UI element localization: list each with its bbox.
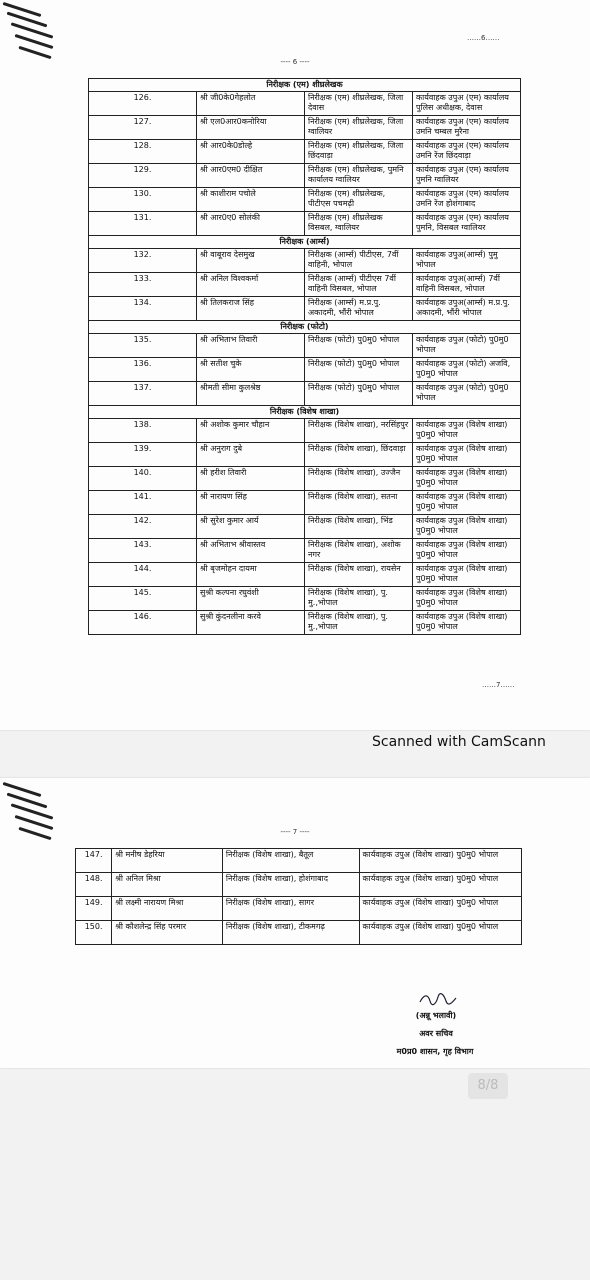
table-row bbox=[76, 921, 522, 945]
serial-number: 133. bbox=[89, 273, 197, 297]
serial-number: 150. bbox=[76, 921, 112, 945]
signatory-designation: अवर सचिव bbox=[419, 1029, 453, 1038]
current-posting: निरीक्षक (फोटो) पु0मु0 भोपाल bbox=[305, 334, 413, 358]
new-posting: कार्यवाहक उपुअ (विशेष शाखा) पु0मु0 भोपाल bbox=[413, 443, 521, 467]
table-row bbox=[89, 116, 521, 140]
officer-name: श्री एल0आर0कनोरिया bbox=[197, 116, 305, 140]
officer-name: श्री आर0के0डोल्हे bbox=[197, 140, 305, 164]
section-header bbox=[89, 321, 521, 334]
officer-name: श्री कौशलेन्द्र सिंह परमार bbox=[112, 921, 223, 945]
officer-name: सुश्री कुंदनलीना करवे bbox=[197, 611, 305, 635]
table-row bbox=[89, 273, 521, 297]
serial-number: 129. bbox=[89, 164, 197, 188]
table-row bbox=[89, 92, 521, 116]
table-row bbox=[89, 515, 521, 539]
officer-name: श्री अनिल मिश्रा bbox=[112, 873, 223, 897]
serial-number: 144. bbox=[89, 563, 197, 587]
current-posting: निरीक्षक (विशेष शाखा), भिंड bbox=[305, 515, 413, 539]
new-posting: कार्यवाहक उपुअ(आर्म्स) पुमु भोपाल bbox=[413, 249, 521, 273]
current-posting: निरीक्षक (एम) शीघ्रलेखक, जिला देवास bbox=[305, 92, 413, 116]
new-posting: कार्यवाहक उपुअ(आर्म्स) म.प्र.पु. अकादमी, भौंरी भोपाल bbox=[413, 297, 521, 321]
new-posting: कार्यवाहक उपुअ (विशेष शाखा) पु0मु0 भोपाल bbox=[413, 467, 521, 491]
serial-number: 126. bbox=[89, 92, 197, 116]
new-posting: कार्यवाहक उपुअ (विशेष शाखा) पु0मु0 भोपाल bbox=[413, 563, 521, 587]
section-title: निरीक्षक (एम) शीघ्रलेखक bbox=[89, 79, 521, 92]
current-posting: निरीक्षक (एम) शीघ्रलेखक, पुमनि कार्यालय ग्वालियर bbox=[305, 164, 413, 188]
new-posting: कार्यवाहक उपुअ (विशेष शाखा) पु0मु0 भोपाल bbox=[359, 873, 521, 897]
table-row bbox=[89, 164, 521, 188]
new-posting: कार्यवाहक उपुअ (फोटो) पु0मु0 भोपाल bbox=[413, 334, 521, 358]
table-row bbox=[76, 873, 522, 897]
officer-name: श्री सुरेश कुमार आर्य bbox=[197, 515, 305, 539]
current-posting: निरीक्षक (विशेष शाखा), पु. मु.,भोपाल bbox=[305, 611, 413, 635]
section-title: निरीक्षक (विशेष शाखा) bbox=[89, 406, 521, 419]
new-posting: कार्यवाहक उपुअ (विशेष शाखा) पु0मु0 भोपाल bbox=[413, 515, 521, 539]
new-posting: कार्यवाहक उपुअ (एम) कार्यालय पुमनि ग्वालियर bbox=[413, 164, 521, 188]
new-posting: कार्यवाहक उपुअ (एम) कार्यालय पुलिस अधीक्षक, देवास bbox=[413, 92, 521, 116]
page-indicator: 8/8 bbox=[468, 1073, 508, 1099]
serial-number: 148. bbox=[76, 873, 112, 897]
officer-name: श्री अशोक कुमार चौहान bbox=[197, 419, 305, 443]
officer-name: श्री हरीश तिवारी bbox=[197, 467, 305, 491]
new-posting: कार्यवाहक उपुअ (एम) कार्यालय पुमनि, विसबल ग्वालियर bbox=[413, 212, 521, 236]
officer-name: श्री लक्ष्मी नारायण मिश्रा bbox=[112, 897, 223, 921]
officer-name: श्री अभिताभ श्रीवास्तव bbox=[197, 539, 305, 563]
current-posting: निरीक्षक (विशेष शाखा), सागर bbox=[222, 897, 359, 921]
corner-page-number: ……6…… bbox=[467, 34, 500, 42]
table-row bbox=[89, 382, 521, 406]
officer-name: श्री सतीश चुके bbox=[197, 358, 305, 382]
current-posting: निरीक्षक (विशेष शाखा), उज्जैन bbox=[305, 467, 413, 491]
serial-number: 140. bbox=[89, 467, 197, 491]
table-row bbox=[89, 249, 521, 273]
serial-number: 132. bbox=[89, 249, 197, 273]
table-row bbox=[89, 611, 521, 635]
current-posting: निरीक्षक (विशेष शाखा), रायसेन bbox=[305, 563, 413, 587]
current-posting: निरीक्षक (विशेष शाखा), पु. मु.,भोपाल bbox=[305, 587, 413, 611]
current-posting: निरीक्षक (विशेष शाखा), टीकमगढ़ bbox=[222, 921, 359, 945]
table-row bbox=[89, 140, 521, 164]
table-row bbox=[89, 334, 521, 358]
officer-name: श्री जी0के0गेहलोत bbox=[197, 92, 305, 116]
new-posting: कार्यवाहक उपुअ (विशेष शाखा) पु0मु0 भोपाल bbox=[359, 849, 521, 873]
table-row bbox=[89, 563, 521, 587]
serial-number: 146. bbox=[89, 611, 197, 635]
officer-name: श्री मनीष डेहरिया bbox=[112, 849, 223, 873]
section-header bbox=[89, 236, 521, 249]
transfer-table-page-6 bbox=[88, 78, 521, 635]
new-posting: कार्यवाहक उपुअ (एम) कार्यालय उमनि रेंज होशंगाबाद bbox=[413, 188, 521, 212]
signatory-name: (अन्नू भलावी) bbox=[415, 1011, 457, 1020]
current-posting: निरीक्षक (एम) शीघ्रलेखक, जिला छिंदवाड़ा bbox=[305, 140, 413, 164]
table-row bbox=[89, 212, 521, 236]
serial-number: 135. bbox=[89, 334, 197, 358]
officer-name: श्री बृजमोहन दायमा bbox=[197, 563, 305, 587]
current-posting: निरीक्षक (एम) शीघ्रलेखक, पीटीएस पचमढ़ी bbox=[305, 188, 413, 212]
new-posting: कार्यवाहक उपुअ (विशेष शाखा) पु0मु0 भोपाल bbox=[413, 491, 521, 515]
current-posting: निरीक्षक (विशेष शाखा), छिंदवाड़ा bbox=[305, 443, 413, 467]
table-row bbox=[89, 188, 521, 212]
new-posting: कार्यवाहक उपुअ (विशेष शाखा) पु0मु0 भोपाल bbox=[413, 611, 521, 635]
serial-number: 141. bbox=[89, 491, 197, 515]
current-posting: निरीक्षक (फोटो) पु0मु0 भोपाल bbox=[305, 382, 413, 406]
serial-number: 139. bbox=[89, 443, 197, 467]
new-posting: कार्यवाहक उपुअ (विशेष शाखा) पु0मु0 भोपाल bbox=[413, 539, 521, 563]
current-posting: निरीक्षक (विशेष शाखा), सतना bbox=[305, 491, 413, 515]
new-posting: कार्यवाहक उपुअ (विशेष शाखा) पु0मु0 भोपाल bbox=[413, 419, 521, 443]
serial-number: 147. bbox=[76, 849, 112, 873]
table-row bbox=[89, 419, 521, 443]
current-posting: निरीक्षक (विशेष शाखा), नरसिंहपुर bbox=[305, 419, 413, 443]
officer-name: श्री आर0ए0 सोलंकी bbox=[197, 212, 305, 236]
current-posting: निरीक्षक (विशेष शाखा), होशंगाबाद bbox=[222, 873, 359, 897]
table-row bbox=[89, 587, 521, 611]
serial-number: 143. bbox=[89, 539, 197, 563]
serial-number: 142. bbox=[89, 515, 197, 539]
serial-number: 130. bbox=[89, 188, 197, 212]
serial-number: 149. bbox=[76, 897, 112, 921]
officer-name: श्री अनिल विश्वकर्मा bbox=[197, 273, 305, 297]
officer-name: श्री अभिताभ तिवारी bbox=[197, 334, 305, 358]
serial-number: 137. bbox=[89, 382, 197, 406]
signatory-office: म0प्र0 शासन, गृह विभाग bbox=[396, 1047, 474, 1056]
officer-name: श्री अनुराग दुबे bbox=[197, 443, 305, 467]
current-posting: निरीक्षक (आर्म्स) म.प्र.पु. अकादमी, भौंरी भोपाल bbox=[305, 297, 413, 321]
table-row bbox=[89, 358, 521, 382]
page-number: ---- 6 ---- bbox=[280, 58, 310, 66]
officer-name: श्रीमती सीमा कुलश्रेष्ठ bbox=[197, 382, 305, 406]
table-row bbox=[76, 897, 522, 921]
transfer-table-page-7 bbox=[75, 848, 522, 945]
continue-mark: ……7…… bbox=[482, 681, 515, 689]
current-posting: निरीक्षक (विशेष शाखा), अशोक नगर bbox=[305, 539, 413, 563]
officer-name: श्री नारायण सिंह bbox=[197, 491, 305, 515]
section-title: निरीक्षक (फोटो) bbox=[89, 321, 521, 334]
table-row bbox=[89, 297, 521, 321]
section-header bbox=[89, 79, 521, 92]
new-posting: कार्यवाहक उपुअ (विशेष शाखा) पु0मु0 भोपाल bbox=[413, 587, 521, 611]
serial-number: 138. bbox=[89, 419, 197, 443]
current-posting: निरीक्षक (एम) शीघ्रलेखक, जिला ग्वालियर bbox=[305, 116, 413, 140]
officer-name: सुश्री कल्पना रघुवंशी bbox=[197, 587, 305, 611]
scanner-watermark: Scanned with CamScann bbox=[372, 734, 546, 750]
officer-name: श्री तिलकराज सिंह bbox=[197, 297, 305, 321]
current-posting: निरीक्षक (विशेष शाखा), बैतूल bbox=[222, 849, 359, 873]
new-posting: कार्यवाहक उपुअ (फोटो) पु0मु0 भोपाल bbox=[413, 382, 521, 406]
officer-name: श्री काशीराम पचोले bbox=[197, 188, 305, 212]
new-posting: कार्यवाहक उपुअ (एम) कार्यालय उमनि चम्बल मुरैना bbox=[413, 116, 521, 140]
officer-name: श्री वाबूराव देसमुख bbox=[197, 249, 305, 273]
table-row bbox=[76, 849, 522, 873]
new-posting: कार्यवाहक उपुअ(आर्म्स) 7वीं वाहिनी विसबल, भोपाल bbox=[413, 273, 521, 297]
new-posting: कार्यवाहक उपुअ (विशेष शाखा) पु0मु0 भोपाल bbox=[359, 897, 521, 921]
current-posting: निरीक्षक (एम) शीघ्रलेखक विसबल, ग्वालियर bbox=[305, 212, 413, 236]
table-row bbox=[89, 467, 521, 491]
serial-number: 131. bbox=[89, 212, 197, 236]
current-posting: निरीक्षक (आर्म्स) पीटीएस 7वीं वाहिनी विसबल, भोपाल bbox=[305, 273, 413, 297]
section-header bbox=[89, 406, 521, 419]
page-number: ---- 7 ---- bbox=[280, 828, 310, 836]
punch-marks bbox=[0, 782, 58, 852]
new-posting: कार्यवाहक उपुअ (एम) कार्यालय उमनि रेंज छिंदवाड़ा bbox=[413, 140, 521, 164]
serial-number: 128. bbox=[89, 140, 197, 164]
current-posting: निरीक्षक (आर्म्स) पीटीएस, 7वीं वाहिनी, भोपाल bbox=[305, 249, 413, 273]
officer-name: श्री आर0एम0 दीक्षित bbox=[197, 164, 305, 188]
new-posting: कार्यवाहक उपुअ (विशेष शाखा) पु0मु0 भोपाल bbox=[359, 921, 521, 945]
current-posting: निरीक्षक (फोटो) पु0मु0 भोपाल bbox=[305, 358, 413, 382]
serial-number: 127. bbox=[89, 116, 197, 140]
new-posting: कार्यवाहक उपुअ (फोटो) अजवि, पु0मु0 भोपाल bbox=[413, 358, 521, 382]
table-row bbox=[89, 443, 521, 467]
table-row bbox=[89, 491, 521, 515]
serial-number: 134. bbox=[89, 297, 197, 321]
section-title: निरीक्षक (आर्म्स) bbox=[89, 236, 521, 249]
table-row bbox=[89, 539, 521, 563]
serial-number: 145. bbox=[89, 587, 197, 611]
signature-scribble bbox=[418, 992, 458, 1006]
serial-number: 136. bbox=[89, 358, 197, 382]
